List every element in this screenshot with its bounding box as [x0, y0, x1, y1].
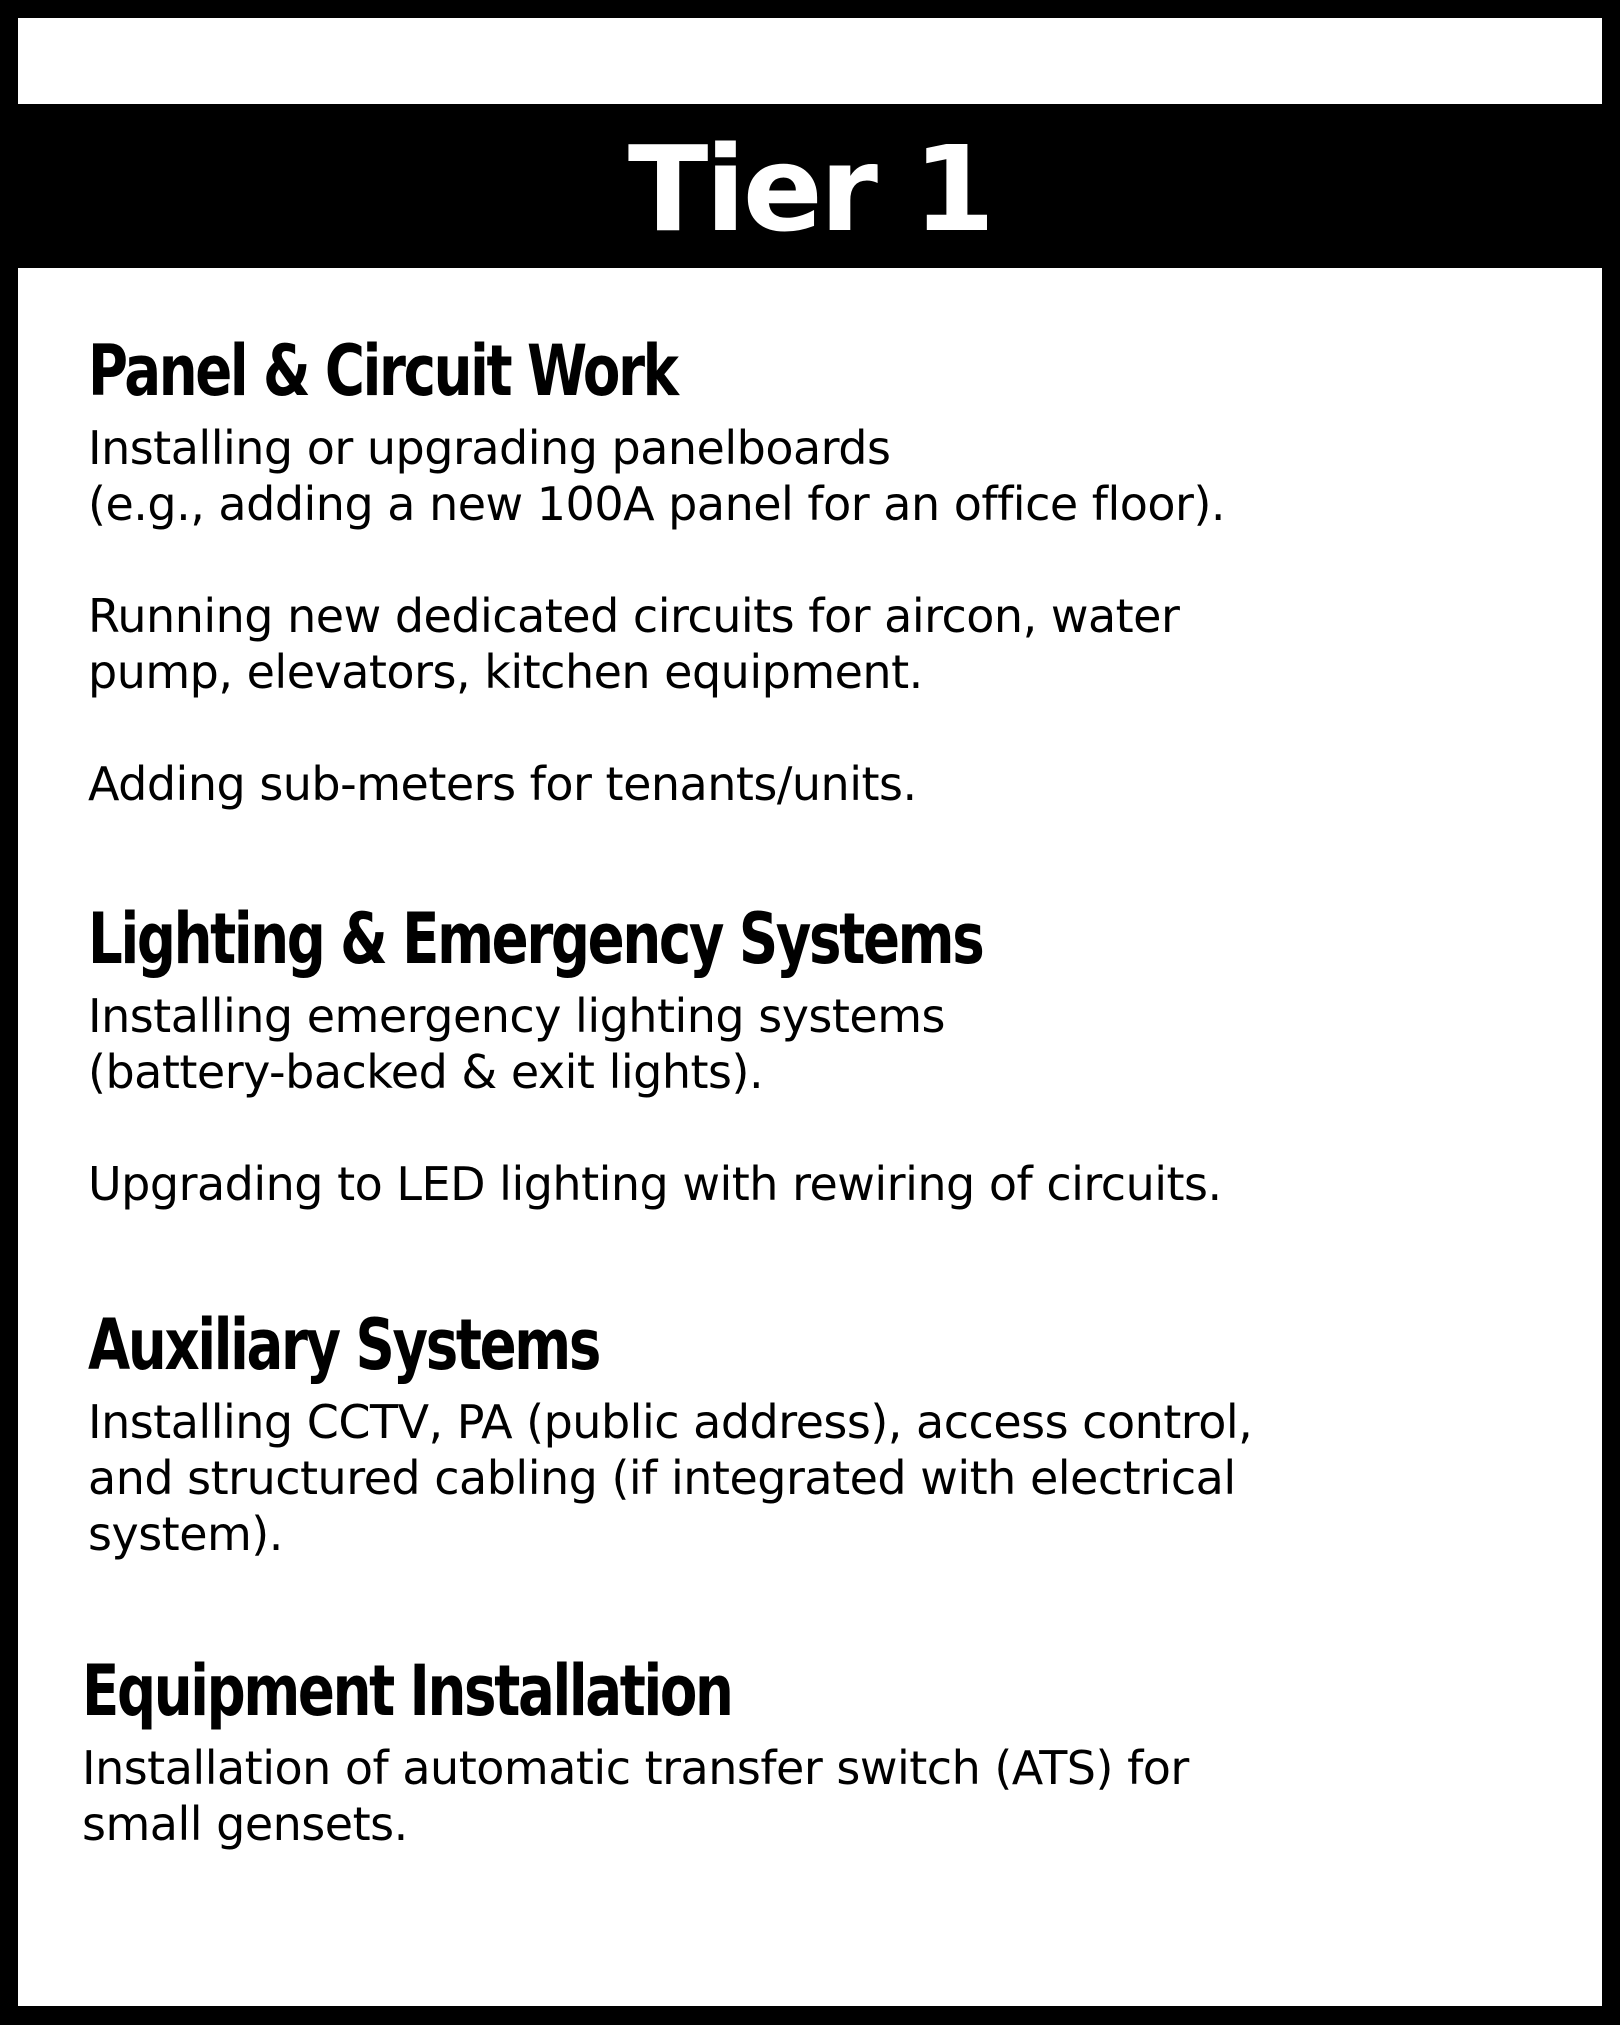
section-item: Installing or upgrading panelboards (e.g., adding a new 100A panel for an office floor).	[88, 421, 1226, 531]
content-panel	[18, 268, 1602, 2006]
section-item: Running new dedicated circuits for aircon, water pump, elevators, kitchen equipment.	[88, 589, 1180, 699]
section-heading: Equipment Installation	[82, 1650, 732, 1732]
section-item: Installing emergency lighting systems (battery-backed & exit lights).	[88, 989, 946, 1099]
section-auxiliary-systems	[88, 1304, 1568, 1562]
header-band	[0, 104, 1620, 268]
section-panel-circuit-work	[88, 330, 1568, 812]
section-item: Upgrading to LED lighting with rewiring of circuits.	[88, 1157, 1222, 1211]
section-equipment-installation	[82, 1650, 1562, 1852]
section-item: Installation of automatic transfer switch (ATS) for small gensets.	[82, 1741, 1189, 1851]
section-heading: Lighting & Emergency Systems	[88, 898, 983, 980]
page-title: Tier 1	[627, 120, 993, 258]
top-white-strip	[18, 18, 1602, 104]
section-lighting-emergency-systems	[88, 898, 1568, 1212]
section-item: Adding sub-meters for tenants/units.	[88, 757, 917, 811]
section-item: Installing CCTV, PA (public address), access control, and structured cabling (if integrated with electrical system).	[88, 1395, 1253, 1561]
section-heading: Auxiliary Systems	[88, 1304, 600, 1386]
section-heading: Panel & Circuit Work	[88, 330, 677, 412]
